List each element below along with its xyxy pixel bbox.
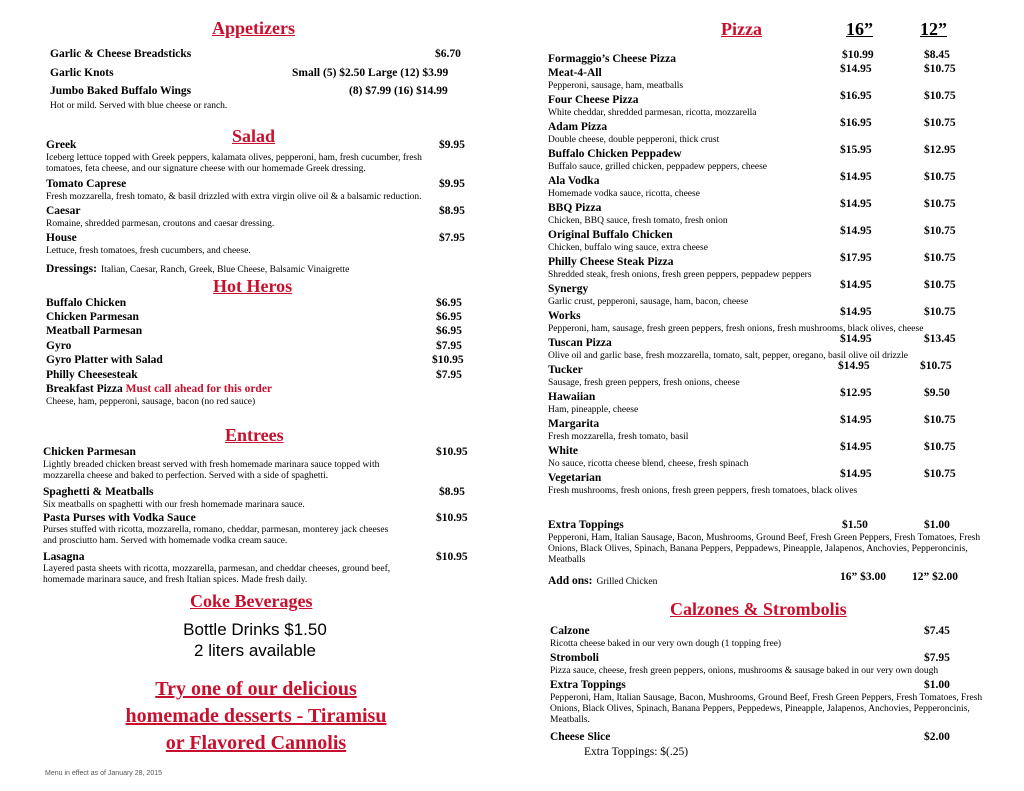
salad-name: House bbox=[46, 232, 77, 244]
pizza-item bbox=[548, 198, 988, 225]
pizza-desc: Garlic crust, pepperoni, sausage, ham, bacon, cheese bbox=[548, 297, 749, 307]
hero-price: $10.95 bbox=[432, 354, 464, 366]
pizza-price-12: $8.45 bbox=[924, 49, 950, 61]
pizza-price-12: $10.75 bbox=[924, 468, 956, 480]
pizza-desc: Olive oil and garlic base, fresh mozzarella, tomato, salt, pepper, oregano, basil olive oil drizzle bbox=[548, 351, 908, 361]
entrees-heading: Entrees bbox=[225, 425, 284, 445]
entree-desc: Six meatballs on spaghetti with our fresh homemade marinara sauce. bbox=[43, 500, 305, 510]
pizza-name: Hawaiian bbox=[548, 391, 596, 403]
entree-name: Chicken Parmesan bbox=[43, 446, 136, 458]
pizza-toppings-price-12: $1.00 bbox=[924, 519, 950, 531]
pizza-name: Tuscan Pizza bbox=[548, 337, 612, 349]
pizza-price-12: $10.75 bbox=[924, 198, 956, 210]
stromboli-desc: Pizza sauce, cheese, fresh green peppers, onions, mushrooms & sausage baked in our very own dough bbox=[550, 666, 939, 676]
pizza-item bbox=[548, 333, 988, 360]
pizza-name: Margarita bbox=[548, 418, 600, 430]
hero-price: $7.95 bbox=[436, 340, 462, 352]
dessert-promo-line: homemade desserts - Tiramisu bbox=[125, 705, 387, 727]
pizza-item bbox=[548, 360, 988, 387]
pizza-desc: Pepperoni, sausage, ham, meatballs bbox=[548, 81, 684, 91]
pizza-price-12: $10.75 bbox=[924, 63, 956, 75]
hero-price: $7.95 bbox=[436, 369, 462, 381]
pizza-toppings-label: Extra Toppings bbox=[548, 519, 624, 531]
cheese-slice-price: $2.00 bbox=[924, 731, 950, 743]
pizza-desc: Chicken, buffalo wing sauce, extra cheese bbox=[548, 243, 708, 253]
calzone-desc: Ricotta cheese baked in our very own dough (1 topping free) bbox=[550, 639, 782, 649]
appetizer-price: (8) $7.99 (16) $14.99 bbox=[349, 85, 448, 97]
dessert-promo-line: Try one of our delicious bbox=[155, 678, 357, 700]
salad-price: $7.95 bbox=[439, 232, 465, 244]
salad-heading: Salad bbox=[232, 126, 276, 146]
pizza-item bbox=[548, 49, 988, 63]
entree-price: $10.95 bbox=[436, 512, 468, 524]
pizza-desc: Fresh mushrooms, fresh onions, fresh green peppers, fresh tomatoes, black olives bbox=[548, 486, 858, 496]
entree-desc: Lightly breaded chicken breast served with fresh homemade marinara sauce topped with mozzarella cheese and baked to perfection. Served with a side of spaghetti. bbox=[43, 460, 380, 481]
pizza-price-16: $14.95 bbox=[840, 279, 872, 291]
pizza-item bbox=[548, 90, 988, 117]
pizza-price-16: $14.95 bbox=[840, 198, 872, 210]
salad-dressings bbox=[46, 259, 349, 277]
pizza-desc: No sauce, ricotta cheese blend, cheese, fresh spinach bbox=[548, 459, 749, 469]
pizza-price-12: $10.75 bbox=[924, 441, 956, 453]
menu-effective-date: Menu in effect as of January 28, 2015 bbox=[45, 770, 163, 777]
addons-item: Grilled Chicken bbox=[596, 577, 658, 587]
pizza-price-16: $14.95 bbox=[840, 306, 872, 318]
dressings-list: Italian, Caesar, Ranch, Greek, Blue Cheese, Balsamic Vinaigrette bbox=[100, 265, 350, 275]
pizza-price-16: $12.95 bbox=[840, 387, 872, 399]
pizza-toppings-list: Pepperoni, Ham, Italian Sausage, Bacon, Mushrooms, Ground Beef, Fresh Green Peppers, Fresh Tomatoes, Fresh Onions, Black Olives, Spinach, Banana Peppers, Peppadews, Pineapple, Jalapenos, Anchovies, Pepperoncinis, Meatballs bbox=[548, 533, 981, 565]
pizza-price-16: $17.95 bbox=[840, 252, 872, 264]
salad-desc: Lettuce, fresh tomatoes, fresh cucumbers, and cheese. bbox=[46, 246, 251, 256]
hero-name: Gyro Platter with Salad bbox=[46, 354, 163, 366]
pizza-item bbox=[548, 468, 988, 495]
breakfast-pizza-desc: Cheese, ham, pepperoni, sausage, bacon (no red sauce) bbox=[46, 397, 256, 407]
pizza-item bbox=[548, 387, 988, 414]
pizza-price-12: $10.75 bbox=[924, 171, 956, 183]
entree-price: $8.95 bbox=[439, 486, 465, 498]
pizza-price-12: $10.75 bbox=[924, 117, 956, 129]
size-12-header: 12” bbox=[920, 19, 947, 39]
pizza-price-16: $14.95 bbox=[840, 441, 872, 453]
pizza-desc: Ham, pineapple, cheese bbox=[548, 405, 639, 415]
pizza-name: Meat-4-All bbox=[548, 67, 602, 79]
bottle-drinks: Bottle Drinks $1.50 bbox=[183, 620, 327, 639]
stromboli-name: Stromboli bbox=[550, 652, 599, 664]
dessert-promo bbox=[60, 676, 452, 757]
pizza-name: Works bbox=[548, 310, 581, 322]
pizza-price-16: $14.95 bbox=[840, 63, 872, 75]
entree-price: $10.95 bbox=[436, 446, 468, 458]
pizza-item bbox=[548, 225, 988, 252]
salad-desc: Romaine, shredded parmesan, croutons and caesar dressing. bbox=[46, 219, 275, 229]
pizza-price-12: $10.75 bbox=[924, 252, 956, 264]
calzone-toppings-name: Extra Toppings bbox=[550, 679, 626, 691]
addons-price-16: 16” $3.00 bbox=[840, 571, 886, 583]
size-16-header: 16” bbox=[846, 19, 873, 39]
pizza-name: Buffalo Chicken Peppadew bbox=[548, 148, 682, 160]
pizza-desc: Buffalo sauce, grilled chicken, peppadew peppers, cheese bbox=[548, 162, 768, 172]
pizza-price-12: $10.75 bbox=[924, 279, 956, 291]
pizza-price-12: $13.45 bbox=[924, 333, 956, 345]
pizza-price-16: $14.95 bbox=[840, 333, 872, 345]
pizza-item bbox=[548, 252, 988, 279]
salad-name: Caesar bbox=[46, 205, 81, 217]
hero-name: Gyro bbox=[46, 340, 72, 352]
pizza-item bbox=[548, 279, 988, 306]
breakfast-pizza-name: Breakfast Pizza bbox=[46, 383, 123, 395]
pizza-price-12: $10.75 bbox=[924, 414, 956, 426]
addons-label: Add ons: bbox=[548, 575, 593, 587]
entree-name: Pasta Purses with Vodka Sauce bbox=[43, 512, 196, 524]
appetizer-name: Garlic Knots bbox=[50, 67, 114, 79]
pizza-price-16: $16.95 bbox=[840, 90, 872, 102]
calzone-toppings-price: $1.00 bbox=[924, 679, 950, 691]
pizza-item bbox=[548, 414, 988, 441]
pizza-toppings-price-16: $1.50 bbox=[842, 519, 868, 531]
pizza-price-16: $15.95 bbox=[840, 144, 872, 156]
pizza-desc: Shredded steak, fresh onions, fresh green peppers, peppadew peppers bbox=[548, 270, 812, 280]
two-liters: 2 liters available bbox=[194, 641, 316, 660]
appetizer-price: $6.70 bbox=[435, 48, 461, 60]
salad-name: Tomato Caprese bbox=[46, 178, 127, 190]
pizza-price-16: $10.99 bbox=[842, 49, 874, 61]
pizza-item bbox=[548, 63, 988, 90]
salad-name: Greek bbox=[46, 139, 77, 151]
dessert-promo-line: or Flavored Cannolis bbox=[165, 732, 347, 754]
pizza-price-16: $14.95 bbox=[838, 360, 870, 372]
appetizers-heading: Appetizers bbox=[212, 18, 295, 38]
hero-price: $6.95 bbox=[436, 311, 462, 323]
addons-price-12: 12” $2.00 bbox=[912, 571, 958, 583]
pizza-desc: Pepperoni, ham, sausage, fresh green peppers, fresh onions, fresh mushrooms, black olives, cheese bbox=[548, 324, 924, 334]
beverages-heading: Coke Beverages bbox=[190, 591, 313, 611]
hero-name: Meatball Parmesan bbox=[46, 325, 143, 337]
pizza-desc: Homemade vodka sauce, ricotta, cheese bbox=[548, 189, 700, 199]
pizza-name: Formaggio’s Cheese Pizza bbox=[548, 53, 676, 65]
entree-desc: Purses stuffed with ricotta, mozzarella, romano, cheddar, parmesan, monterey jack cheeses and prosciutto ham. Served with homemade vodka cream sauce. bbox=[43, 525, 389, 546]
salad-price: $9.95 bbox=[439, 139, 465, 151]
pizza-price-16: $14.95 bbox=[840, 225, 872, 237]
stromboli-price: $7.95 bbox=[924, 652, 950, 664]
pizza-item bbox=[548, 144, 988, 171]
pizza-desc: White cheddar, shredded parmesan, ricotta, mozzarella bbox=[548, 108, 757, 118]
pizza-desc: Chicken, BBQ sauce, fresh tomato, fresh onion bbox=[548, 216, 728, 226]
pizza-list bbox=[548, 49, 988, 495]
pizza-name: Philly Cheese Steak Pizza bbox=[548, 256, 674, 268]
pizza-price-12: $10.75 bbox=[924, 306, 956, 318]
pizza-addons bbox=[548, 571, 657, 589]
pizza-price-12: $10.75 bbox=[920, 360, 952, 372]
pizza-name: Original Buffalo Chicken bbox=[548, 229, 673, 241]
salad-desc: Iceberg lettuce topped with Greek peppers, kalamata olives, pepperoni, ham, fresh cucumber, fresh tomatoes, feta cheese, and our signature cheese with our homemade Greek dressing. bbox=[46, 153, 422, 174]
pizza-price-16: $16.95 bbox=[840, 117, 872, 129]
entree-name: Lasagna bbox=[43, 551, 85, 563]
slice-extra-toppings: Extra Toppings: $(.25) bbox=[584, 746, 689, 758]
pizza-item bbox=[548, 306, 988, 333]
pizza-name: Ala Vodka bbox=[548, 175, 600, 187]
pizza-item bbox=[548, 117, 988, 144]
pizza-price-16: $14.95 bbox=[840, 414, 872, 426]
pizza-price-12: $10.75 bbox=[924, 225, 956, 237]
appetizer-note: Hot or mild. Served with blue cheese or ranch. bbox=[50, 101, 228, 111]
heros-heading: Hot Heros bbox=[213, 276, 293, 296]
dressings-label: Dressings: bbox=[46, 263, 97, 275]
hero-name: Philly Cheesesteak bbox=[46, 369, 138, 381]
pizza-desc: Sausage, fresh green peppers, fresh onions, cheese bbox=[548, 378, 740, 388]
pizza-desc: Fresh mozzarella, fresh tomato, basil bbox=[548, 432, 689, 442]
salad-price: $9.95 bbox=[439, 178, 465, 190]
salad-desc: Fresh mozzarella, fresh tomato, & basil drizzled with extra virgin olive oil & a balsamic reduction. bbox=[46, 192, 422, 202]
hero-price: $6.95 bbox=[436, 297, 462, 309]
hero-price: $6.95 bbox=[436, 325, 462, 337]
calzone-price: $7.45 bbox=[924, 625, 950, 637]
pizza-name: White bbox=[548, 445, 579, 457]
pizza-item bbox=[548, 171, 988, 198]
appetizer-name: Garlic & Cheese Breadsticks bbox=[50, 48, 192, 60]
appetizer-name: Jumbo Baked Buffalo Wings bbox=[50, 85, 192, 97]
call-ahead-note: Must call ahead for this order bbox=[125, 383, 273, 395]
calzone-name: Calzone bbox=[550, 625, 590, 637]
pizza-name: Four Cheese Pizza bbox=[548, 94, 639, 106]
pizza-desc: Double cheese, double pepperoni, thick crust bbox=[548, 135, 720, 145]
cheese-slice-name: Cheese Slice bbox=[550, 731, 611, 743]
pizza-name: Vegetarian bbox=[548, 472, 602, 484]
pizza-name: Tucker bbox=[548, 364, 583, 376]
salad-price: $8.95 bbox=[439, 205, 465, 217]
entree-name: Spaghetti & Meatballs bbox=[43, 486, 154, 498]
hero-name: Chicken Parmesan bbox=[46, 311, 139, 323]
pizza-name: BBQ Pizza bbox=[548, 202, 602, 214]
appetizer-price: Small (5) $2.50 Large (12) $3.99 bbox=[292, 67, 449, 79]
breakfast-pizza bbox=[46, 383, 272, 396]
calzone-toppings-list: Pepperoni, Ham, Italian Sausage, Bacon, Mushrooms, Ground Beef, Fresh Green Peppers, Fresh Tomatoes, Fresh Onions, Black Olives, Spinach, Banana Peppers, Peppedews, Pineapple, Jalapenos, Anchovies, Pepperoncinis, Meatballs. bbox=[550, 693, 983, 725]
hero-name: Buffalo Chicken bbox=[46, 297, 127, 309]
pizza-price-12: $10.75 bbox=[924, 90, 956, 102]
pizza-name: Synergy bbox=[548, 283, 589, 295]
pizza-price-16: $14.95 bbox=[840, 171, 872, 183]
entree-price: $10.95 bbox=[436, 551, 468, 563]
pizza-item bbox=[548, 441, 988, 468]
pizza-heading: Pizza bbox=[721, 19, 762, 39]
pizza-price-12: $9.50 bbox=[924, 387, 950, 399]
pizza-name: Adam Pizza bbox=[548, 121, 608, 133]
pizza-price-12: $12.95 bbox=[924, 144, 956, 156]
entree-desc: Layered pasta sheets with ricotta, mozzarella, parmesan, and cheddar cheeses, ground beef, homemade marinara sauce, and fresh Italian spices. Made fresh daily. bbox=[43, 564, 391, 585]
pizza-price-16: $14.95 bbox=[840, 468, 872, 480]
calzones-heading: Calzones & Strombolis bbox=[670, 599, 847, 619]
